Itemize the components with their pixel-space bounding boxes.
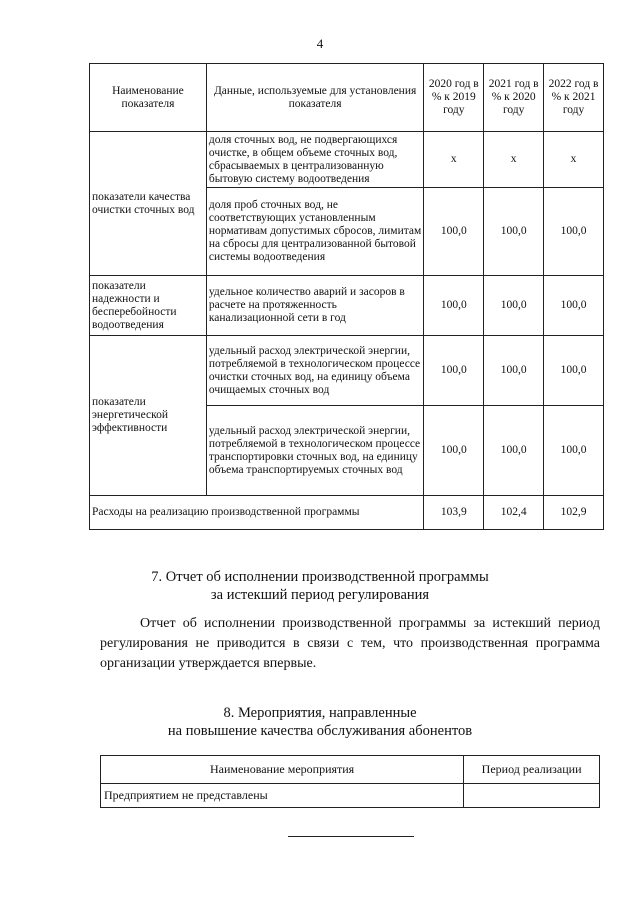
total-label: Расходы на реализацию производственной программы (90, 496, 424, 530)
value-2022: 100,0 (544, 336, 604, 406)
value-2020: х (424, 132, 484, 188)
section7-title-line2: за истекший период регулирования (210, 587, 430, 603)
header-indicator: Наименование показателя (90, 64, 207, 132)
footer-divider (288, 836, 414, 837)
measure-period (464, 784, 600, 808)
header-2020: 2020 год в % к 2019 году (424, 64, 484, 132)
value-2021: 100,0 (484, 336, 544, 406)
page-number: 4 (316, 36, 324, 51)
header-data: Данные, используемые для установления показателя (206, 64, 423, 132)
total-row (90, 496, 604, 530)
group-indicator: показатели энергетической эффективности (90, 336, 207, 496)
value-2020: 100,0 (424, 406, 484, 496)
value-2022: 100,0 (544, 188, 604, 276)
row-data: удельный расход электрической энергии, потребляемой в технологическом процессе очистки сточных вод, на единицу объема очищаемых сточных вод (206, 336, 423, 406)
table-row (101, 784, 600, 808)
value-2020: 100,0 (424, 276, 484, 336)
value-2021: х (484, 132, 544, 188)
value-2021: 100,0 (484, 276, 544, 336)
total-2022: 102,9 (544, 496, 604, 530)
row-data: доля проб сточных вод, не соответствующих установленным нормативам допустимых сбросов, лимитам на сбросы для централизованной бытовой системы водоотведения (206, 188, 423, 276)
header-period: Период реализации (464, 756, 600, 784)
section7-text: Отчет об исполнении производственной программы за истекший период регулирования не приводится в связи с тем, что производственная программа организации утверждается впервые. (100, 616, 600, 671)
value-2021: 100,0 (484, 406, 544, 496)
value-2021: 100,0 (484, 188, 544, 276)
measure-name: Предприятием не представлены (101, 784, 464, 808)
table-header-row (101, 756, 600, 784)
indicators-table (89, 63, 604, 530)
row-data: удельный расход электрической энергии, потребляемой в технологическом процессе транспортировки сточных вод, на единицу объема транспортируемых сточных вод (206, 406, 423, 496)
group-indicator: показатели качества очистки сточных вод (90, 132, 207, 276)
row-data: удельное количество аварий и засоров в расчете на протяженность канализационной сети в год (206, 276, 423, 336)
section7-title (0, 568, 640, 604)
section8-title-line2: на повышение качества обслуживания абонентов (167, 723, 473, 739)
table-row (90, 336, 604, 406)
value-2022: х (544, 132, 604, 188)
value-2020: 100,0 (424, 188, 484, 276)
section8-title-line1: 8. Мероприятия, направленные (223, 705, 417, 721)
total-2020: 103,9 (424, 496, 484, 530)
total-2021: 102,4 (484, 496, 544, 530)
measures-table (100, 755, 600, 808)
header-measure-name: Наименование мероприятия (101, 756, 464, 784)
header-2022: 2022 год в % к 2021 году (544, 64, 604, 132)
table-row (90, 132, 604, 188)
header-2021: 2021 год в % к 2020 году (484, 64, 544, 132)
value-2022: 100,0 (544, 276, 604, 336)
value-2022: 100,0 (544, 406, 604, 496)
table-row (90, 276, 604, 336)
value-2020: 100,0 (424, 336, 484, 406)
table-header-row (90, 64, 604, 132)
section8-title (0, 704, 640, 740)
group-indicator: показатели надежности и бесперебойности водоотведения (90, 276, 207, 336)
section7-title-line1: 7. Отчет об исполнении производственной программы (151, 569, 489, 585)
row-data: доля сточных вод, не подвергающихся очистке, в общем объеме сточных вод, сбрасываемых в централизованную бытовую систему водоотведения (206, 132, 423, 188)
